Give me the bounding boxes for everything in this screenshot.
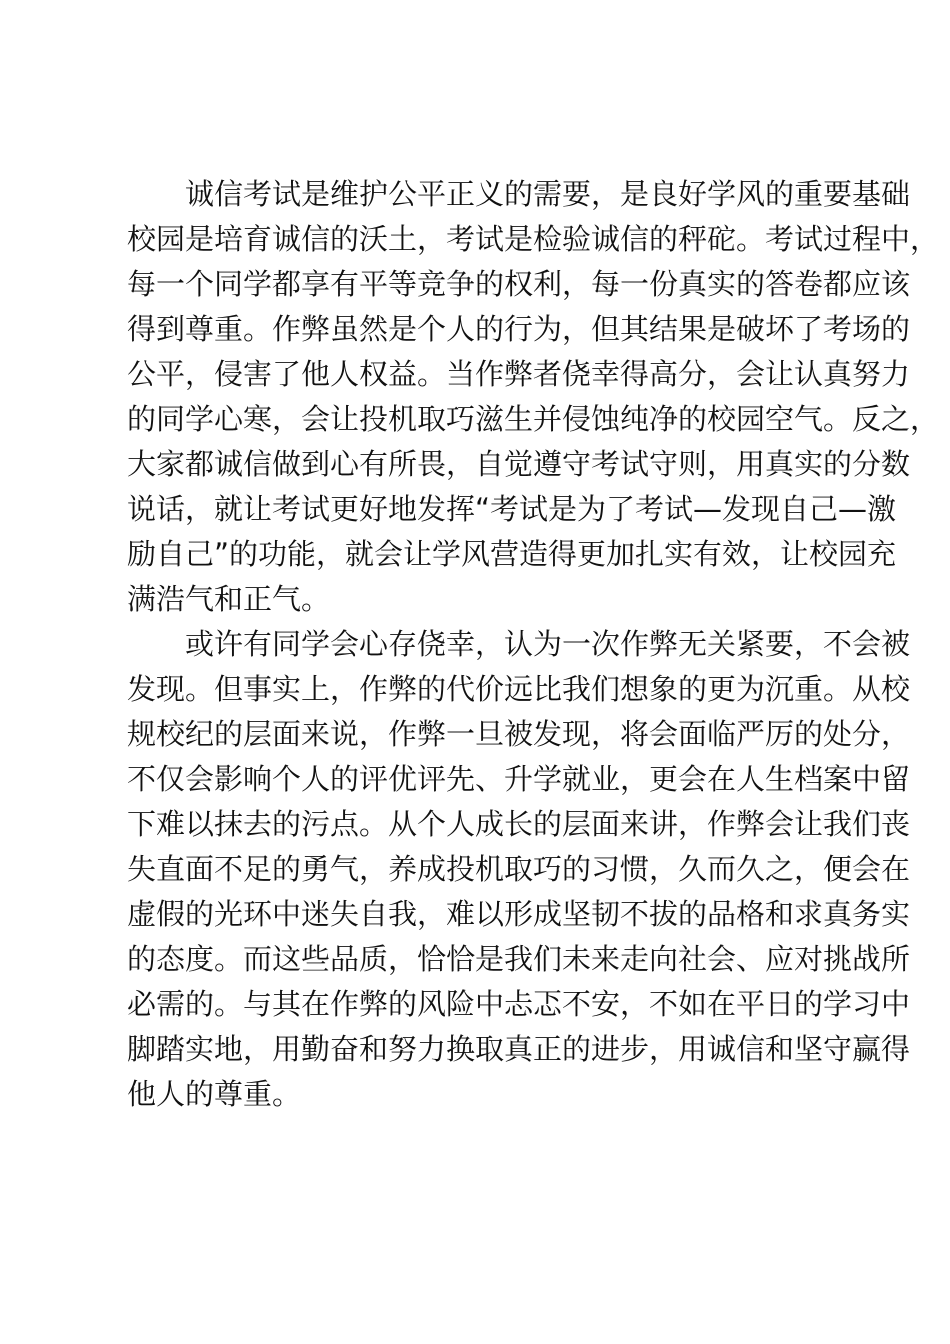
- paragraph-1-line-7: 大家都诚信做到心有所畏，自觉遵守考试守则，用真实的分数: [127, 447, 911, 481]
- paragraph-1-line-5: 公平，侵害了他人权益。当作弊者侥幸得高分，会让认真努力: [127, 357, 911, 391]
- paragraph-1-line-8: 说话，就让考试更好地发挥“考试是为了考试—发现自己—激: [127, 492, 897, 526]
- paragraph-1-line-6: 的同学心寒，会让投机取巧滋生并侵蚀纯净的校园空气。反之，: [127, 402, 940, 436]
- paragraph-1-line-1: 诚信考试是维护公平正义的需要，是良好学风的重要基础: [127, 177, 911, 211]
- paragraph-1-line-2: 校园是培育诚信的沃土，考试是检验诚信的秤砣。考试过程中，: [127, 222, 940, 256]
- paragraph-2-line-11: 他人的尊重。: [127, 1077, 302, 1111]
- paragraph-1-line-10: 满浩气和正气。: [127, 582, 331, 616]
- paragraph-2: [127, 622, 911, 1117]
- paragraph-1-line-3: 每一个同学都享有平等竞争的权利，每一份真实的答卷都应该: [127, 267, 911, 301]
- paragraph-2-line-1: 或许有同学会心存侥幸，认为一次作弊无关紧要，不会被: [127, 627, 911, 661]
- paragraph-2-line-8: 的态度。而这些品质，恰恰是我们未来走向社会、应对挑战所: [127, 942, 911, 976]
- paragraph-1-line-4: 得到尊重。作弊虽然是个人的行为，但其结果是破坏了考场的: [127, 312, 911, 346]
- document-body: [127, 172, 940, 1117]
- paragraph-2-line-5: 下难以抹去的污点。从个人成长的层面来讲，作弊会让我们丧: [127, 807, 911, 841]
- paragraph-1-line-9: 励自己”的功能，就会让学风营造得更加扎实有效，让校园充: [127, 537, 897, 571]
- paragraph-2-line-2: 发现。但事实上，作弊的代价远比我们想象的更为沉重。从校: [127, 672, 911, 706]
- paragraph-2-line-3: 规校纪的层面来说，作弊一旦被发现，将会面临严厉的处分，: [127, 717, 911, 751]
- paragraph-2-line-7: 虚假的光环中迷失自我，难以形成坚韧不拔的品格和求真务实: [127, 897, 911, 931]
- paragraph-2-line-4: 不仅会影响个人的评优评先、升学就业，更会在人生档案中留: [127, 762, 911, 796]
- paragraph-2-line-6: 失直面不足的勇气，养成投机取巧的习惯，久而久之，便会在: [127, 852, 911, 886]
- paragraph-2-line-9: 必需的。与其在作弊的风险中忐忑不安，不如在平日的学习中: [127, 987, 911, 1021]
- paragraph-1: [127, 172, 940, 622]
- paragraph-2-line-10: 脚踏实地，用勤奋和努力换取真正的进步，用诚信和坚守赢得: [127, 1032, 911, 1066]
